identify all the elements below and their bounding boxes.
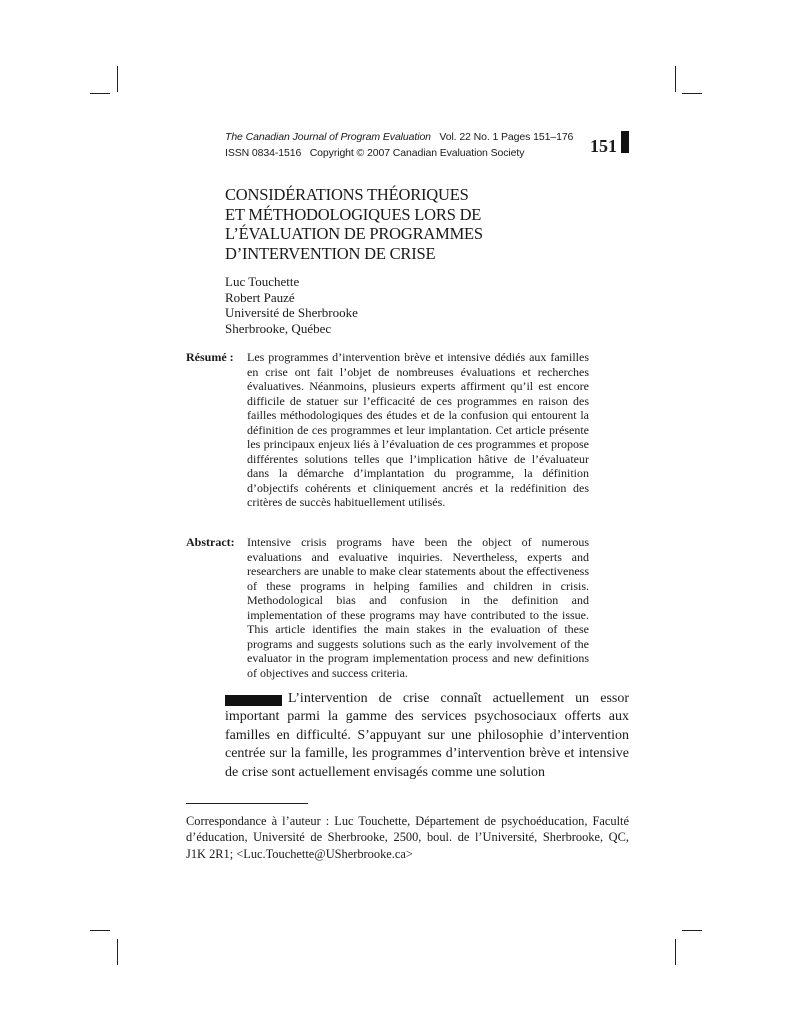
crop-mark-bottom-left-vertical <box>117 939 118 965</box>
crop-mark-top-right-vertical <box>675 66 676 92</box>
page-number: 151 <box>590 136 617 156</box>
crop-mark-bottom-left-horizontal <box>90 930 110 931</box>
abstract-text: Intensive crisis programs have been the object of numerous evaluations and evaluative inquiries. Nevertheless, experts and researchers are unable to make clear statements about the effectiveness of these programs in helping families and children in crisis. Methodological bias and confusion in the definition and implementation of these programs may have contributed to the issue. This article identifies the main stakes in the evaluation of these programs and suggests solutions such as the early involvement of the evaluator in the program implementation process and new definitions of objectives and success criteria. <box>247 535 589 680</box>
copyright: Copyright © 2007 Canadian Evaluation Society <box>309 147 525 159</box>
resume-text: Les programmes d’intervention brève et intensive dédiés aux familles en crise ont fait l’objet de nombreuses évaluations et recherches évaluatives. Néanmoins, plusieurs experts affirment qu’il est encore difficile de statuer sur l’efficacité de ces programmes en raison des failles méthodologiques des études et de la confusion qui entourent la définition de ces programmes et leur implantation. Cet article présente les principaux enjeux liés à l’évaluation de ces programmes et propose différentes solutions telles que l’implication hâtive de l’évaluateur dans la démarche d’implantation du programme, la définition d’objectifs cohérents et cliniquement ancrés et la redéfinition des critères de succès habituellement utilisés. <box>247 350 589 509</box>
header-line-2 <box>225 145 585 161</box>
journal-name: The Canadian Journal of Program Evaluation <box>225 131 431 143</box>
author-name: Robert Pauzé <box>225 289 295 305</box>
crop-mark-top-right-horizontal <box>682 93 702 94</box>
running-header <box>225 129 585 161</box>
author-location: Sherbrooke, Québec <box>225 320 332 336</box>
footnote: Correspondance à l’auteur : Luc Touchette, Département de psychoéducation, Faculté d’éducation, Université de Sherbrooke, 2500, boul. de l’Université, Sherbrooke, QC, J1K 2R1; <Luc.Touchette@USherbrooke.ca> <box>186 814 629 861</box>
crop-mark-bottom-right-vertical <box>675 939 676 965</box>
title-line: D’INTERVENTION DE CRISE <box>225 243 436 263</box>
issn: ISSN 0834-1516 <box>225 147 302 159</box>
crop-mark-bottom-right-horizontal <box>682 930 702 931</box>
header-line-1 <box>225 129 585 145</box>
crop-mark-top-left-vertical <box>117 66 118 92</box>
title-line: CONSIDÉRATIONS THÉORIQUES <box>225 185 469 204</box>
resume-label: Résumé : <box>186 350 234 364</box>
article-title <box>225 185 483 263</box>
volume-pages: Vol. 22 No. 1 Pages 151–176 <box>439 131 574 143</box>
footnote-rule <box>186 803 308 804</box>
author-block <box>225 274 358 336</box>
page-number-marker <box>621 131 629 153</box>
body-paragraph: L’intervention de crise connaît actuellement un essor important parmi la gamme des services psychosociaux offerts aux familles en difficulté. S’appuyant sur une philosophie d’intervention centrée sur la famille, les programmes d’intervention brève et intensive de crise sont actuellement envisagés comme une solution <box>225 691 629 780</box>
author-affiliation: Université de Sherbrooke <box>225 305 358 320</box>
author-name: Luc Touchette <box>225 274 300 289</box>
title-line: L’ÉVALUATION DE PROGRAMMES <box>225 224 483 243</box>
abstract-label: Abstract: <box>186 535 235 549</box>
crop-mark-top-left-horizontal <box>90 93 110 94</box>
title-line: ET MÉTHODOLOGIQUES LORS DE <box>225 204 482 224</box>
